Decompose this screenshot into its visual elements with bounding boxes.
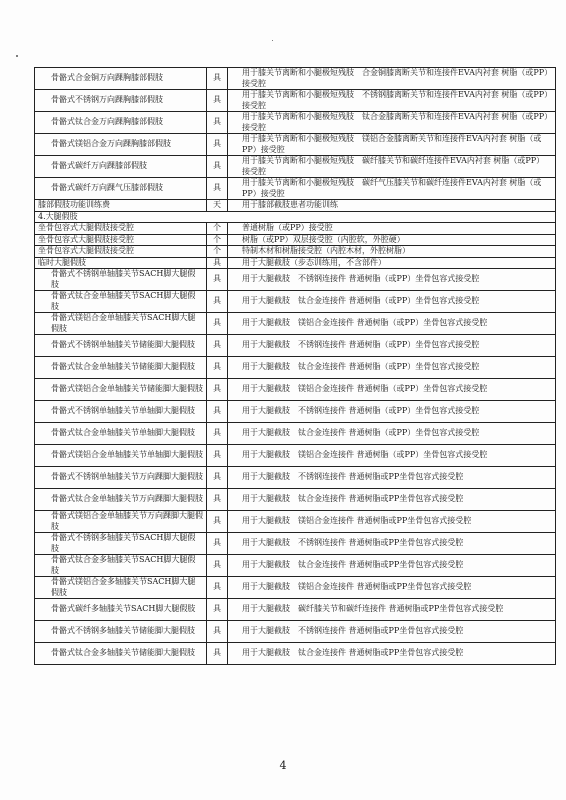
item-name-cell: 骨骼式不锈钢单轴膝关节万向踝脚大腿假肢 (35, 467, 207, 489)
item-name-cell: 骨骼式钛合金多轴膝关节储能脚大腿假肢 (35, 643, 207, 665)
scan-speck (272, 40, 273, 41)
item-name-cell: 骨骼式钛合金万向踝胸膝部假肢 (35, 112, 207, 134)
table-row (35, 313, 556, 335)
unit-cell: 具 (207, 577, 228, 599)
description-cell: 用于膝关节离断和小腿极短残肢 钛合金膝离断关节和连接件EVA内衬套 树脂（或PP）接受腔 (228, 112, 556, 134)
unit-cell: 具 (207, 68, 228, 90)
price-table (34, 67, 556, 665)
table-row (35, 599, 556, 621)
unit-cell: 具 (207, 178, 228, 200)
table-row (35, 401, 556, 423)
table-row (35, 467, 556, 489)
unit-cell: 具 (207, 357, 228, 379)
description-cell: 特制木材和树脂接受腔（内腔木材，外腔树脂） (228, 246, 556, 258)
unit-cell: 具 (207, 467, 228, 489)
description-cell: 用于大腿截肢 镁铝合金连接件 普通树脂（或PP）坐骨包容式接受腔 (228, 445, 556, 467)
description-cell: 用于大腿截肢 不锈钢连接件 普通树脂（或PP）坐骨包容式接受腔 (228, 269, 556, 291)
description-cell: 用于大腿截肢 钛合金连接件 普通树脂（或PP）坐骨包容式接受腔 (228, 291, 556, 313)
table-row (35, 577, 556, 599)
description-cell: 树脂（或PP）双层接受腔（内腔软，外腔硬） (228, 234, 556, 246)
item-name-cell: 骨骼式镁铝合金多轴膝关节SACH脚大腿假肢 (35, 577, 207, 599)
unit-cell: 具 (207, 423, 228, 445)
table-row (35, 178, 556, 200)
item-name-cell: 骨骼式不锈钢多轴膝关节SACH脚大腿假肢 (35, 533, 207, 555)
item-name-cell: 骨骼式合金铜万向踝胸膝部假肢 (35, 68, 207, 90)
item-name-cell: 骨骼式镁铝合金单轴膝关节万向踝脚大腿假肢 (35, 511, 207, 533)
item-name-cell: 骨骼式钛合金单轴膝关节万向踝脚大腿假肢 (35, 489, 207, 511)
table-row (35, 335, 556, 357)
item-name-cell: 坐骨包容式大腿假肢接受腔 (35, 234, 207, 246)
description-cell: 用于膝关节离断和小腿极短残肢 合金铜膝离断关节和连接件EVA内衬套 树脂（或PP）接受腔 (228, 68, 556, 90)
item-name-cell: 临时大腿假肢 (35, 257, 207, 269)
table-row (35, 489, 556, 511)
unit-cell: 个 (207, 223, 228, 235)
table-row (35, 200, 556, 212)
unit-cell: 具 (207, 379, 228, 401)
description-cell: 用于膝关节离断和小腿极短残肢 不锈钢膝离断关节和连接件EVA内衬套 树脂（或PP）接受腔 (228, 90, 556, 112)
item-name-cell: 骨骼式镁铝合金万向踝胸膝部假肢 (35, 134, 207, 156)
unit-cell: 具 (207, 555, 228, 577)
description-cell: 用于大腿截肢 镁铝合金连接件 普通树脂（或PP）坐骨包容式接受腔 (228, 313, 556, 335)
unit-cell: 具 (207, 643, 228, 665)
unit-cell: 具 (207, 511, 228, 533)
unit-cell: 具 (207, 445, 228, 467)
description-cell: 用于膝关节离断和小腿极短残肢 镁铝合金膝离断关节和连接件EVA内衬套 树脂（或PP）接受腔 (228, 134, 556, 156)
unit-cell: 具 (207, 291, 228, 313)
unit-cell: 个 (207, 234, 228, 246)
item-name-cell: 骨骼式钛合金单轴膝关节储能脚大腿假肢 (35, 357, 207, 379)
table-row (35, 511, 556, 533)
item-name-cell: 坐骨包容式大腿假肢接受腔 (35, 223, 207, 235)
table-row (35, 134, 556, 156)
unit-cell: 天 (207, 200, 228, 212)
item-name-cell: 骨骼式钛合金多轴膝关节SACH脚大腿假肢 (35, 555, 207, 577)
price-table-body (35, 68, 556, 665)
table-row (35, 555, 556, 577)
unit-cell: 具 (207, 313, 228, 335)
unit-cell: 具 (207, 335, 228, 357)
table-row (35, 246, 556, 258)
table-row (35, 291, 556, 313)
item-name-cell: 骨骼式碳纤万向踝膝部假肢 (35, 156, 207, 178)
item-name-cell: 骨骼式钛合金单轴膝关节单轴脚大腿假肢 (35, 423, 207, 445)
item-name-cell: 骨骼式不锈钢单轴膝关节SACH脚大腿假肢 (35, 269, 207, 291)
description-cell: 用于膝部截肢患者功能训练 (228, 200, 556, 212)
page-number: 4 (279, 759, 287, 772)
item-name-cell: 骨骼式钛合金单轴膝关节SACH脚大腿假肢 (35, 291, 207, 313)
table-row (35, 357, 556, 379)
table-row (35, 379, 556, 401)
unit-cell: 具 (207, 156, 228, 178)
table-row (35, 112, 556, 134)
description-cell: 用于大腿截肢 不锈钢连接件 普通树脂或PP坐骨包容式接受腔 (228, 533, 556, 555)
table-row (35, 423, 556, 445)
unit-cell: 具 (207, 269, 228, 291)
table-row (35, 156, 556, 178)
item-name-cell: 坐骨包容式大腿假肢接受腔 (35, 246, 207, 258)
unit-cell: 具 (207, 401, 228, 423)
item-name-cell: 骨骼式不锈钢单轴膝关节单轴脚大腿假肢 (35, 401, 207, 423)
table-row (35, 257, 556, 269)
description-cell: 用于大腿截肢（步态训练用，不含部件） (228, 257, 556, 269)
description-cell: 用于膝关节离断和小腿极短残肢 碳纤气压膝关节和碳纤连接件EVA内衬套 树脂（或PP）接受腔 (228, 178, 556, 200)
table-row (35, 90, 556, 112)
unit-cell: 具 (207, 621, 228, 643)
item-name-cell: 膝部假肢功能训练费 (35, 200, 207, 212)
description-cell: 普通树脂（或PP）接受腔 (228, 223, 556, 235)
table-row (35, 445, 556, 467)
item-name-cell: 骨骼式不锈钢万向踝胸膝部假肢 (35, 90, 207, 112)
description-cell: 用于大腿截肢 不锈钢连接件 普通树脂或PP坐骨包容式接受腔 (228, 621, 556, 643)
item-name-cell: 骨骼式不锈钢单轴膝关节储能脚大腿假肢 (35, 335, 207, 357)
description-cell: 用于大腿截肢 钛合金连接件 普通树脂或PP坐骨包容式接受腔 (228, 489, 556, 511)
unit-cell: 具 (207, 257, 228, 269)
unit-cell: 具 (207, 599, 228, 621)
description-cell: 用于大腿截肢 钛合金连接件 普通树脂（或PP）坐骨包容式接受腔 (228, 357, 556, 379)
description-cell: 用于大腿截肢 碳纤膝关节和碳纤连接件 普通树脂或PP坐骨包容式接受腔 (228, 599, 556, 621)
table-row (35, 68, 556, 90)
item-name-cell: 骨骼式碳纤多轴膝关节SACH脚大腿假肢 (35, 599, 207, 621)
item-name-cell: 骨骼式不锈钢多轴膝关节储能脚大腿假肢 (35, 621, 207, 643)
item-name-cell: 骨骼式碳纤万向踝气压膝部假肢 (35, 178, 207, 200)
table-row (35, 269, 556, 291)
scan-speck (16, 55, 18, 57)
unit-cell: 具 (207, 90, 228, 112)
unit-cell: 具 (207, 489, 228, 511)
section-heading: 4.大腿假肢 (35, 211, 556, 223)
unit-cell: 具 (207, 112, 228, 134)
description-cell: 用于大腿截肢 镁铝合金连接件 普通树脂或PP坐骨包容式接受腔 (228, 511, 556, 533)
item-name-cell: 骨骼式镁铝合金单轴膝关节单轴脚大腿假肢 (35, 445, 207, 467)
description-cell: 用于大腿截肢 不锈钢连接件 普通树脂（或PP）坐骨包容式接受腔 (228, 401, 556, 423)
description-cell: 用于大腿截肢 不锈钢连接件 普通树脂或PP坐骨包容式接受腔 (228, 467, 556, 489)
description-cell: 用于大腿截肢 镁铝合金连接件 普通树脂（或PP）坐骨包容式接受腔 (228, 379, 556, 401)
description-cell: 用于膝关节离断和小腿极短残肢 碳纤膝关节和碳纤连接件EVA内衬套 树脂（或PP）接受腔 (228, 156, 556, 178)
table-row (35, 621, 556, 643)
table-row (35, 533, 556, 555)
description-cell: 用于大腿截肢 不锈钢连接件 普通树脂（或PP）坐骨包容式接受腔 (228, 335, 556, 357)
item-name-cell: 骨骼式镁铝合金单轴膝关节储能脚大腿假肢 (35, 379, 207, 401)
table-row (35, 234, 556, 246)
description-cell: 用于大腿截肢 镁铝合金连接件 普通树脂或PP坐骨包容式接受腔 (228, 577, 556, 599)
table-row (35, 223, 556, 235)
unit-cell: 个 (207, 246, 228, 258)
section-row (35, 211, 556, 223)
description-cell: 用于大腿截肢 钛合金连接件 普通树脂或PP坐骨包容式接受腔 (228, 643, 556, 665)
table-row (35, 643, 556, 665)
unit-cell: 具 (207, 533, 228, 555)
item-name-cell: 骨骼式镁铝合金单轴膝关节SACH脚大腿假肢 (35, 313, 207, 335)
description-cell: 用于大腿截肢 钛合金连接件 普通树脂或PP坐骨包容式接受腔 (228, 555, 556, 577)
unit-cell: 具 (207, 134, 228, 156)
description-cell: 用于大腿截肢 钛合金连接件 普通树脂（或PP）坐骨包容式接受腔 (228, 423, 556, 445)
